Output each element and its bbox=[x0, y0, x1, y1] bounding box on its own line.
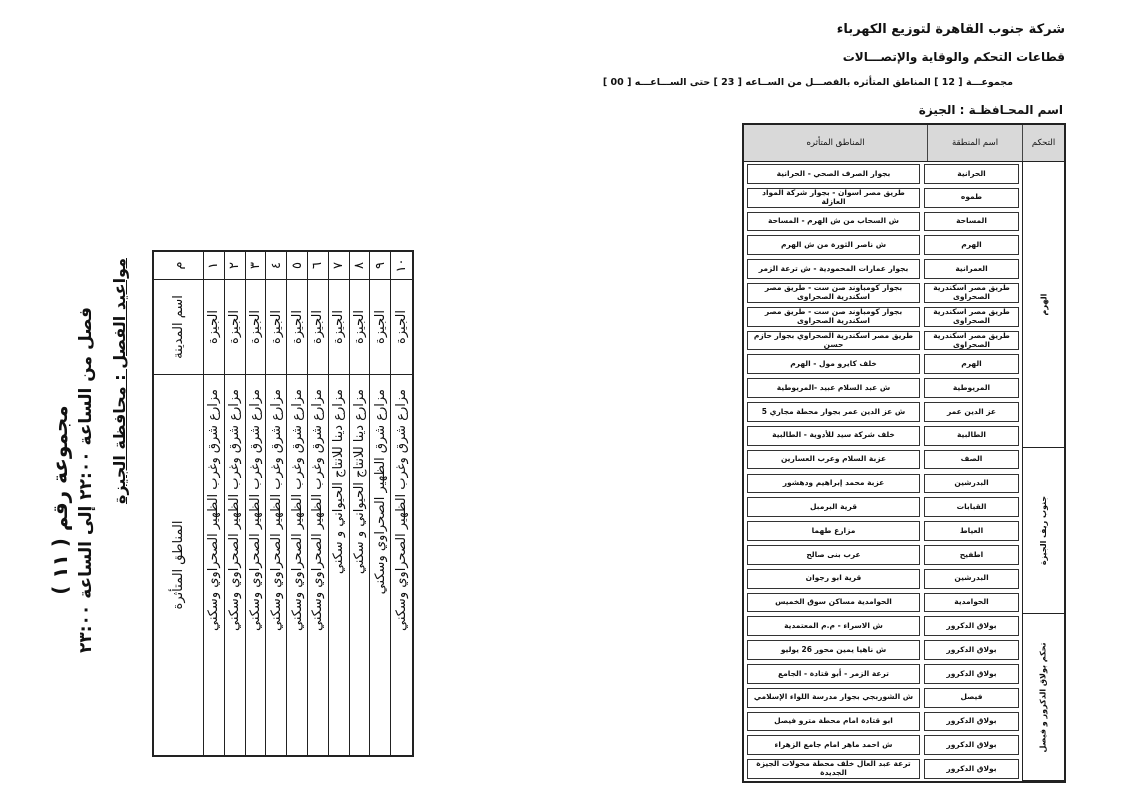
area-cell: القبابات bbox=[924, 497, 1019, 517]
table-row bbox=[391, 252, 412, 755]
area-cell: بولاق الدكرور bbox=[924, 616, 1019, 636]
affected-cell: ش الشوربجي بجوار مدرسة اللواء الإسلامي bbox=[747, 688, 920, 708]
table-row bbox=[744, 567, 1022, 591]
city-cell: الجيزة bbox=[329, 280, 349, 375]
table-row bbox=[744, 233, 1022, 257]
area-cell: العمرانية bbox=[924, 259, 1019, 279]
area-cell: طريق مصر اسكندرية الصحراوى bbox=[924, 283, 1019, 303]
area-cell: فيصل bbox=[924, 688, 1019, 708]
control-group-cell bbox=[1023, 614, 1064, 781]
city-cell: الجيزة bbox=[204, 280, 224, 375]
table-row bbox=[744, 614, 1022, 638]
affected-cell: قرية ابو رجوان bbox=[747, 569, 920, 589]
table-row bbox=[744, 329, 1022, 353]
num-cell: ٢ bbox=[225, 252, 245, 280]
table-row bbox=[350, 252, 371, 755]
control-label: تحكم بولاق الدكرور و فيصل bbox=[1038, 642, 1048, 753]
company-name: شركة جنوب القاهرة لتوزيع الكهرباء bbox=[836, 22, 1065, 37]
control-group-cell bbox=[1023, 162, 1064, 448]
left-title bbox=[48, 290, 72, 710]
area-cell: المساحة bbox=[924, 212, 1019, 232]
affected-cell: ش عبد السلام عبيد -المريوطية bbox=[747, 378, 920, 398]
table-row bbox=[329, 252, 350, 755]
control-label: جنوب ريف الجيزة bbox=[1039, 495, 1048, 566]
affected-cell: ش الاسراء - م.م المعتمدية bbox=[747, 616, 920, 636]
table-row bbox=[744, 519, 1022, 543]
table-row bbox=[744, 733, 1022, 757]
areas-cell: مزارع شرق وغرب الظهير الصحراوي وسكني bbox=[206, 389, 222, 631]
control-group-cell bbox=[1023, 448, 1064, 615]
affected-cell: عرب بنى صالح bbox=[747, 545, 920, 565]
areas-cell: مزارع شرق وغرب الظهير الصحراوي وسكني bbox=[268, 389, 284, 631]
affected-cell: بجوار عمارات المحمودية - ش ترعة الزمر bbox=[747, 259, 920, 279]
header-city: اسم المدينة bbox=[154, 280, 203, 375]
affected-cell: ابو قتادة امام محطة مترو فيصل bbox=[747, 712, 920, 732]
table-row bbox=[744, 757, 1022, 781]
affected-cell: بجوار كومباوند صن ست - طريق مصر اسكندرية الصحراوى bbox=[747, 307, 920, 327]
area-cell: الهرم bbox=[924, 235, 1019, 255]
affected-cell: الحوامدية مساكن سوق الخميس bbox=[747, 593, 920, 613]
table-row bbox=[744, 376, 1022, 400]
table-row bbox=[370, 252, 391, 755]
area-cell: الحرانية bbox=[924, 164, 1019, 184]
area-cell: طريق مصر اسكندرية الصحراوى bbox=[924, 307, 1019, 327]
area-cell: بولاق الدكرور bbox=[924, 735, 1019, 755]
table-row bbox=[744, 662, 1022, 686]
areas-cell: مزارع دينا للانتاج الحيواني و سكني bbox=[331, 389, 347, 575]
left-time-line: فصل من الساعة ٢٢:٠٠ إلى الساعة ٢٣:٠٠ bbox=[76, 306, 96, 654]
num-cell: ٥ bbox=[287, 252, 307, 280]
area-cell: بولاق الدكرور bbox=[924, 664, 1019, 684]
table-row bbox=[744, 281, 1022, 305]
table-row bbox=[225, 252, 246, 755]
table-row bbox=[744, 543, 1022, 567]
areas-cell: مزارع شرق وغرب الظهير الصحراوي وسكني bbox=[289, 389, 305, 631]
num-cell: ٣ bbox=[246, 252, 266, 280]
header-control: التحكم bbox=[1022, 125, 1064, 161]
area-cell: الحوامدية bbox=[924, 593, 1019, 613]
affected-cell: ش ناهيا يمين محور 26 يوليو bbox=[747, 640, 920, 660]
num-cell: ٨ bbox=[350, 252, 370, 280]
areas-cell: مزارع شرق الظهير الصحراوي وسكني bbox=[372, 389, 388, 595]
table-row bbox=[744, 448, 1022, 472]
left-table-header bbox=[154, 252, 204, 755]
left-rotated-page bbox=[40, 250, 418, 755]
affected-cell: مزارع طهما bbox=[747, 521, 920, 541]
table-row bbox=[744, 495, 1022, 519]
group-line: مجموعـــة [ 12 ] المناطق المتأثره بالفصـــل من الســاعه [ 23 ] حتى الســـاعـــه [ 00 ] bbox=[602, 77, 1013, 88]
city-cell: الجيزة bbox=[266, 280, 286, 375]
table-row bbox=[744, 424, 1022, 448]
header-affected: المناطق المتأثره bbox=[806, 138, 865, 148]
affected-cell: عزبة السلام وعرب العسارين bbox=[747, 450, 920, 470]
city-cell: الجيزة bbox=[308, 280, 328, 375]
table-row bbox=[744, 305, 1022, 329]
area-cell: المريوطية bbox=[924, 378, 1019, 398]
table-row bbox=[204, 252, 225, 755]
area-cell: بولاق الدكرور bbox=[924, 759, 1019, 779]
table-row bbox=[744, 686, 1022, 710]
affected-cell: طريق مصر اسوان - بجوار شركة المواد العازلة bbox=[747, 188, 920, 208]
control-label: الهرم bbox=[1039, 293, 1048, 316]
city-cell: الجيزة bbox=[287, 280, 307, 375]
area-cell: بولاق الدكرور bbox=[924, 640, 1019, 660]
table-row bbox=[744, 162, 1022, 186]
area-cell: طريق مصر اسكندرية الصحراوى bbox=[924, 331, 1019, 351]
table-row bbox=[744, 710, 1022, 734]
table-row bbox=[744, 210, 1022, 234]
area-cell: البدرشين bbox=[924, 569, 1019, 589]
num-cell: ٧ bbox=[329, 252, 349, 280]
table-row bbox=[744, 591, 1022, 615]
city-cell: الجيزة bbox=[350, 280, 370, 375]
affected-cell: ش احمد ماهر امام جامع الزهراء bbox=[747, 735, 920, 755]
affected-cell: قرية البرمبل bbox=[747, 497, 920, 517]
left-schedule-table bbox=[152, 250, 414, 757]
affected-cell: ش عز الدين عمر بجوار محطة مجاري 5 bbox=[747, 402, 920, 422]
affected-cell: بجوار كومباوند صن ست - طريق مصر اسكندرية الصحراوى bbox=[747, 283, 920, 303]
city-cell: الجيزة bbox=[225, 280, 245, 375]
areas-cell: مزارع شرق وغرب الظهير الصحراوي وسكني bbox=[247, 389, 263, 631]
areas-cell: مزارع شرق وغرب الظهير الصحراوي وسكني bbox=[394, 389, 410, 631]
num-cell: ٦ bbox=[308, 252, 328, 280]
sectors-title: قطاعات التحكم والوقاية والإتصـــالات bbox=[842, 50, 1065, 64]
city-cell: الجيزة bbox=[246, 280, 266, 375]
affected-cell: ترعة الزمر - أبو قتادة - الجامع bbox=[747, 664, 920, 684]
right-schedule-table bbox=[742, 123, 1066, 783]
table-row bbox=[308, 252, 329, 755]
areas-cell: مزارع دينا للانتاج الحيواني و سكني bbox=[351, 389, 367, 575]
header-areas: المناطق المتأثرة bbox=[171, 520, 186, 610]
area-cell: الصف bbox=[924, 450, 1019, 470]
governorate-label: اسم المحـافظـة : الجيزة bbox=[918, 103, 1063, 117]
table-row bbox=[744, 638, 1022, 662]
table-row bbox=[744, 472, 1022, 496]
affected-cell: بجوار الصرف الصحي - الحرانية bbox=[747, 164, 920, 184]
table-row bbox=[287, 252, 308, 755]
num-cell: ١ bbox=[204, 252, 224, 280]
city-cell: الجيزة bbox=[391, 280, 412, 375]
table-row bbox=[744, 400, 1022, 424]
city-cell: الجيزة bbox=[370, 280, 390, 375]
area-cell: عز الدين عمر bbox=[924, 402, 1019, 422]
left-group-title: مجموعة رقم ( ١١ ) bbox=[48, 405, 72, 595]
table-body bbox=[744, 162, 1064, 781]
table-header bbox=[744, 125, 1064, 162]
area-cell: طموه bbox=[924, 188, 1019, 208]
area-cell: الطالبية bbox=[924, 426, 1019, 446]
affected-cell: خلف كايرو مول - الهرم bbox=[747, 354, 920, 374]
areas-cell: مزارع شرق وغرب الظهير الصحراوي وسكني bbox=[227, 389, 243, 631]
affected-cell: ش ناصر الثورة من ش الهرم bbox=[747, 235, 920, 255]
area-cell: الهرم bbox=[924, 354, 1019, 374]
num-cell: ١٠ bbox=[391, 252, 412, 280]
control-column bbox=[1022, 162, 1064, 781]
area-cell: العياط bbox=[924, 521, 1019, 541]
num-cell: ٤ bbox=[266, 252, 286, 280]
left-subtitle: مواعيد الفصل : محافظة الجيزة bbox=[110, 258, 129, 505]
table-row bbox=[744, 257, 1022, 281]
area-cell: بولاق الدكرور bbox=[924, 712, 1019, 732]
affected-cell: خلف شركة سيد للأدوية - الطالبية bbox=[747, 426, 920, 446]
area-cell: البدرشين bbox=[924, 474, 1019, 494]
affected-cell: طريق مصر اسكندرية الصحراوي بجوار حازم حسن bbox=[747, 331, 920, 351]
areas-cell: مزارع شرق وغرب الظهير الصحراوي وسكني bbox=[310, 389, 326, 631]
affected-cell: عزبة محمد إبراهيم ودهشور bbox=[747, 474, 920, 494]
header-area: اسم المنطقة bbox=[927, 125, 1022, 161]
area-cell: اطفيح bbox=[924, 545, 1019, 565]
table-row bbox=[246, 252, 267, 755]
table-row bbox=[744, 186, 1022, 210]
affected-cell: ش السحاب من ش الهرم - المساحة bbox=[747, 212, 920, 232]
table-row bbox=[744, 352, 1022, 376]
num-cell: ٩ bbox=[370, 252, 390, 280]
affected-cell: ترعة عبد العال خلف محطة محولات الجيزة الجديدة bbox=[747, 759, 920, 779]
header-num: م bbox=[154, 252, 203, 280]
table-row bbox=[266, 252, 287, 755]
